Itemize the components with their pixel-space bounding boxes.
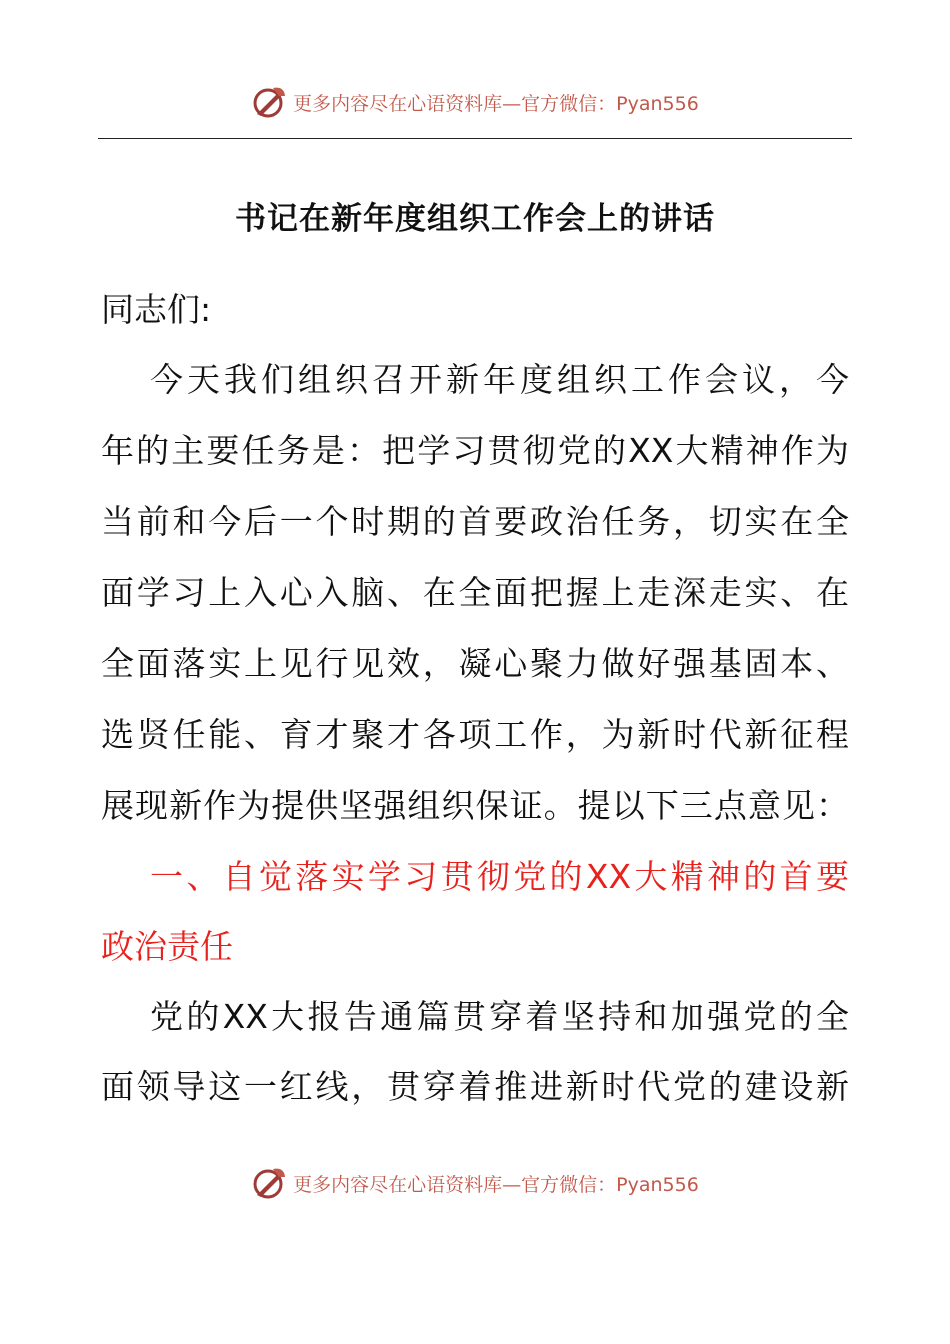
paragraph-line: 全面落实上见行见效，凝心聚力做好强基固本、 bbox=[101, 644, 849, 683]
banner-label: 更多内容尽在心语资料库—官方微信： bbox=[293, 1173, 617, 1196]
paragraph-line bbox=[150, 360, 849, 400]
banner-wechat-id: Pyan556 bbox=[616, 92, 699, 115]
line-text: 党的XX大报告通篇贯穿着坚持和加强党的全 bbox=[150, 997, 849, 1036]
footer-banner bbox=[0, 1163, 950, 1203]
banner-label: 更多内容尽在心语资料库—官方微信： bbox=[293, 92, 617, 115]
paragraph-line: 年的主要任务是：把学习贯彻党的XX大精神作为 bbox=[101, 431, 849, 470]
quill-logo-icon bbox=[251, 1165, 287, 1201]
quill-logo-icon bbox=[251, 84, 287, 120]
header-divider bbox=[98, 138, 852, 139]
paragraph-line bbox=[150, 997, 849, 1037]
paragraph-line: 面领导这一红线，贯穿着推进新时代党的建设新 bbox=[101, 1067, 849, 1106]
section-heading-1-cont: 政治责任 bbox=[101, 927, 233, 966]
line-text: 今天我们组织召开新年度组织工作会议，今 bbox=[150, 360, 849, 399]
banner-text bbox=[293, 1170, 699, 1197]
paragraph-line: 选贤任能、育才聚才各项工作，为新时代新征程 bbox=[101, 715, 849, 754]
paragraph-line: 展现新作为提供坚强组织保证。提以下三点意见： bbox=[101, 786, 849, 825]
heading-text: 一、自觉落实学习贯彻党的XX大精神的首要 bbox=[150, 857, 849, 896]
document-title: 书记在新年度组织工作会上的讲话 bbox=[235, 201, 715, 237]
paragraph-line: 面学习上入心入脑、在全面把握上走深走实、在 bbox=[101, 573, 849, 612]
banner-text bbox=[293, 89, 699, 116]
section-heading-1 bbox=[150, 857, 849, 897]
header-banner bbox=[0, 82, 950, 122]
salutation: 同志们: bbox=[101, 290, 212, 329]
banner-wechat-id: Pyan556 bbox=[616, 1173, 699, 1196]
paragraph-line: 当前和今后一个时期的首要政治任务，切实在全 bbox=[101, 502, 849, 541]
